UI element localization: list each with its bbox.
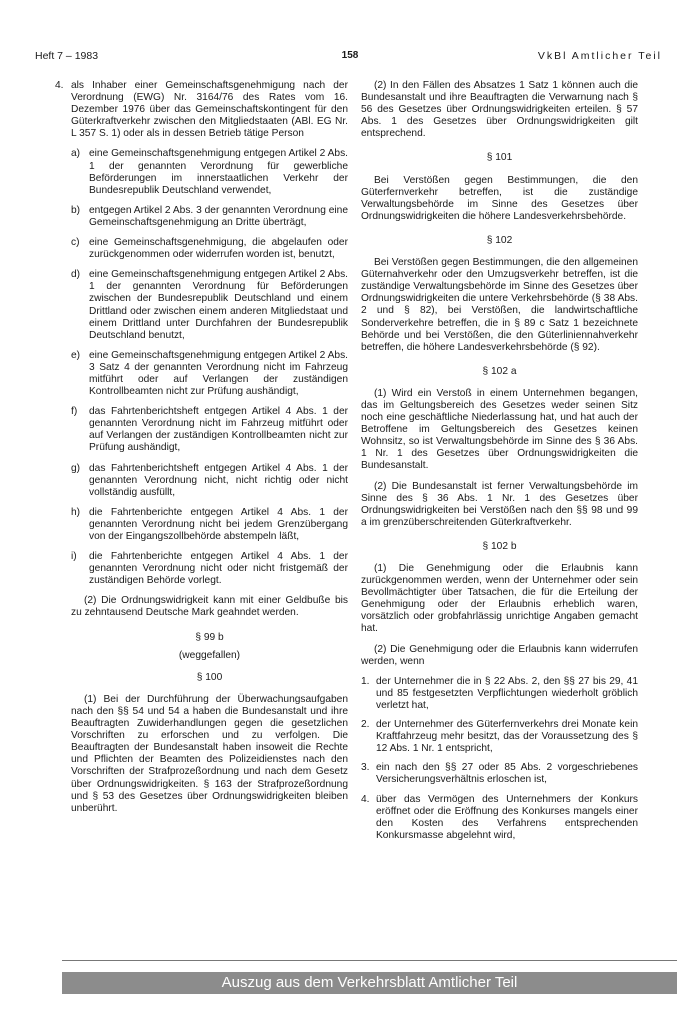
left-column: [55, 80, 348, 823]
item-marker: 4.: [361, 793, 370, 805]
item-marker: 3.: [361, 762, 370, 774]
section-heading-99b: § 99 b: [195, 631, 224, 643]
item-text: als Inhaber einer Gemeinschaftsgenehmigung nach der Verordnung (EWG) Nr. 3164/76 des Rates vom 16. Dezember 1976 über das Gemeinschaftskontingent für den Güterkraftverkehr zwischen den Mitgliedstaaten (ABl. EG Nr. L 357 S. 1) oder als in dessen Betrieb tätige Person: [71, 80, 348, 140]
item-text: das Fahrtenberichtsheft entgegen Artikel 4 Abs. 1 der genannten Verordnung nicht im Fahrzeug mitführt oder auf Verlangen der zuständigen Kontrollbeamten nicht zur Prüfung aushändigt,: [89, 406, 348, 454]
numbered-item-3: [361, 762, 638, 786]
item-text: ein nach den §§ 27 oder 85 Abs. 2 vorgeschriebenes Versicherungsverhältnis erloschen ist,: [376, 762, 638, 786]
sub-item-e: [71, 350, 348, 398]
sub-item-d: [71, 269, 348, 342]
item-marker: c): [71, 237, 80, 249]
item-text: das Fahrtenberichtsheft entgegen Artikel 4 Abs. 1 der genannten Verordnung nicht, nicht richtig oder nicht vollständig ausfüllt,: [89, 462, 348, 498]
sub-item-h: [71, 507, 348, 543]
right-column: [361, 80, 638, 849]
item-text: die Fahrtenberichte entgegen Artikel 4 Abs. 1 der genannten Verordnung nicht bei jedem Grenzübergang von der Eingangszollbehörde abstempeln läßt,: [89, 506, 348, 542]
item-text: die Fahrtenberichte entgegen Artikel 4 Abs. 1 der genannten Verordnung nicht oder nicht fristgemäß der zuständigen Behörde vorlegt.: [89, 551, 348, 587]
item-text: über das Vermögen des Unternehmers der Konkurs eröffnet oder die Eröffnung des Konkurses mangels einer den Kosten des Verfahrens entsprechenden Konkursmasse abgelehnt wird,: [376, 793, 638, 841]
sub-item-g: [71, 463, 348, 499]
item-text: eine Gemeinschaftsgenehmigung entgegen Artikel 2 Abs. 1 der genannten Verordnung für Beförderungen zwischen der Bundesrepublik Deutschland und einem Drittland oder zwischen einem anderen Mitgliedstaat und einem Drittland unter Durchfahren der Bundesrepublik Deutschland benutzt,: [89, 269, 348, 341]
section-heading-101: § 101: [486, 152, 513, 164]
sub-item-i: [71, 551, 348, 587]
item-marker: b): [71, 204, 81, 216]
item-text: eine Gemeinschaftsgenehmigung, die abgelaufen oder zurückgenommen oder widerrufen worden ist, benutzt,: [89, 237, 348, 261]
item-marker: g): [71, 462, 81, 474]
item-text: eine Gemeinschaftsgenehmigung entgegen Artikel 2 Abs. 3 Satz 4 der genannten Verordnung nicht im Fahrzeug mitführt oder auf Verlangen der zuständigen Kontrollbeamten nicht zur Prüfung aushändigt,: [89, 349, 348, 398]
item-marker: e): [71, 349, 81, 361]
numbered-item-2: [361, 719, 638, 755]
paragraph-102b-1: (1) Die Genehmigung oder die Erlaubnis kann zurückgenommen werden, wenn der Unternehmer oder sein Bevollmächtigter über Tatsachen, die für die Erteilung der Genehmigung oder der Erlaubnis erheblich waren, vorsätzlich oder grobfahrlässig unrichtige Angaben gemacht hat.: [361, 563, 638, 635]
item-text: der Unternehmer die in § 22 Abs. 2, den §§ 27 bis 29, 41 und 85 festgesetzten Verpflichtungen wiederholt gröblich verletzt hat,: [376, 675, 638, 711]
paragraph-101: Bei Verstößen gegen Bestimmungen, die den Güterfernverkehr betreffen, ist die zuständige Verwaltungsbehörde im Sinne des Gesetzes über Ordnungswidrigkeiten die höhere Landesverkehrsbehörde.: [361, 174, 638, 222]
paragraph-102b-2: (2) Die Genehmigung oder die Erlaubnis kann widerrufen werden, wenn: [361, 643, 638, 667]
footer-rule: [62, 960, 677, 961]
item-marker: f): [71, 406, 78, 418]
paragraph-100-2: (2) In den Fällen des Absatzes 1 Satz 1 können auch die Bundesanstalt und ihre Beauftragten die Verwarnung nach § 56 des Gesetzes über Ordnungswidrigkeiten erteilen. § 57 Abs. 1 des Gesetzes über Ordnungswidrigkeiten gilt entsprechend.: [361, 80, 638, 140]
section-heading-102: § 102: [486, 234, 513, 246]
paragraph-102a-1: (1) Wird ein Verstoß in einem Unternehmen begangen, das im Geltungsbereich des Gesetzes weder seinen Sitz noch eine geschäftliche Niederlassung hat, und hat auch der Betroffene im Geltungsbereich des Gesetzes keinen Wohnsitz, so ist Verwaltungsbehörde im Sinne des § 36 Abs. 1 Nr. 1 des Gesetzes über Ordnungswidrigkeiten die Bundesanstalt.: [361, 387, 638, 472]
item-marker: a): [71, 148, 81, 160]
item-marker: d): [71, 269, 81, 281]
footer-banner: Auszug aus dem Verkehrsblatt Amtlicher Teil: [62, 972, 677, 994]
publication-title: VkBl Amtlicher Teil: [537, 50, 662, 62]
section-heading-102a: § 102 a: [482, 365, 517, 377]
list-item-4: [55, 80, 348, 140]
paragraph-102: Bei Verstößen gegen Bestimmungen, die den allgemeinen Güternahverkehr oder den Umzugsverkehr betreffen, ist die zuständige Verwaltungsbehörde im Sinne des Gesetzes über Ordnungswidrigkeiten die untere Verkehrsbehörde (§ 38 Abs. 2 und § 82), bei Verstößen, die landwirtschaftliche Sonderverkehre betreffen, die in § 89 c Satz 1 bezeichnete Behörde und bei Verstößen, die den Güterliniennahverkehr betreffen, die höhere Landesverkehrsbehörde (§ 92).: [361, 257, 638, 353]
item-marker: 1.: [361, 675, 370, 687]
section-note-99b: (weggefallen): [178, 649, 241, 661]
item-marker: 2.: [361, 719, 370, 731]
sub-item-a: [71, 148, 348, 196]
issue-label: Heft 7 – 1983: [35, 50, 99, 62]
item-text: entgegen Artikel 2 Abs. 3 der genannten Verordnung eine Gemeinschaftsgenehmigung an Dritte überträgt,: [89, 204, 348, 228]
item-text: der Unternehmer des Güterfernverkehrs drei Monate kein Kraftfahrzeug mehr besitzt, das der Voraussetzung des § 12 Abs. 1 Nr. 1 entspricht,: [376, 719, 638, 755]
sub-item-b: [71, 205, 348, 229]
item-text: eine Gemeinschaftsgenehmigung entgegen Artikel 2 Abs. 1 der genannten Verordnung für gewerbliche Beförderungen im innerstaatlichen Verkehr der Bundesrepublik Deutschland verwendet,: [89, 148, 348, 196]
sub-item-f: [71, 406, 348, 454]
numbered-item-4: [361, 794, 638, 842]
page-number: 158: [341, 50, 359, 61]
numbered-item-1: [361, 676, 638, 712]
paragraph-100-1: (1) Bei der Durchführung der Überwachungsaufgaben nach den §§ 54 und 54 a haben die Bundesanstalt und ihre Beauftragten Zuwiderhandlungen gegen die gesetzlichen Vorschriften zu erforschen und zu verfolgen. Die Beauftragten der Bundesanstalt haben insoweit die Rechte und Pflichten der Beamten des Polizeidienstes nach den Vorschriften der Strafprozeßordnung und nach dem Gesetz über Ordnungswidrigkeiten. § 163 der Strafprozeßordnung und § 53 des Gesetzes über Ordnungswidrigkeiten bleiben unberührt.: [71, 693, 348, 814]
section-heading-100: § 100: [196, 671, 223, 683]
item-marker: h): [71, 506, 81, 518]
item-marker: 4.: [55, 80, 64, 91]
item-marker: i): [71, 551, 77, 563]
section-heading-102b: § 102 b: [482, 540, 517, 552]
paragraph-102a-2: (2) Die Bundesanstalt ist ferner Verwaltungsbehörde im Sinne des § 36 Abs. 1 Nr. 1 des Gesetzes über Ordnungswidrigkeiten bei Verstößen nach den §§ 98 und 99 a im grenzüberschreitenden Güterkraftverkehr.: [361, 480, 638, 528]
sub-item-c: [71, 237, 348, 261]
paragraph-fine: (2) Die Ordnungswidrigkeit kann mit einer Geldbuße bis zu zehntausend Deutsche Mark geahndet werden.: [71, 595, 348, 619]
